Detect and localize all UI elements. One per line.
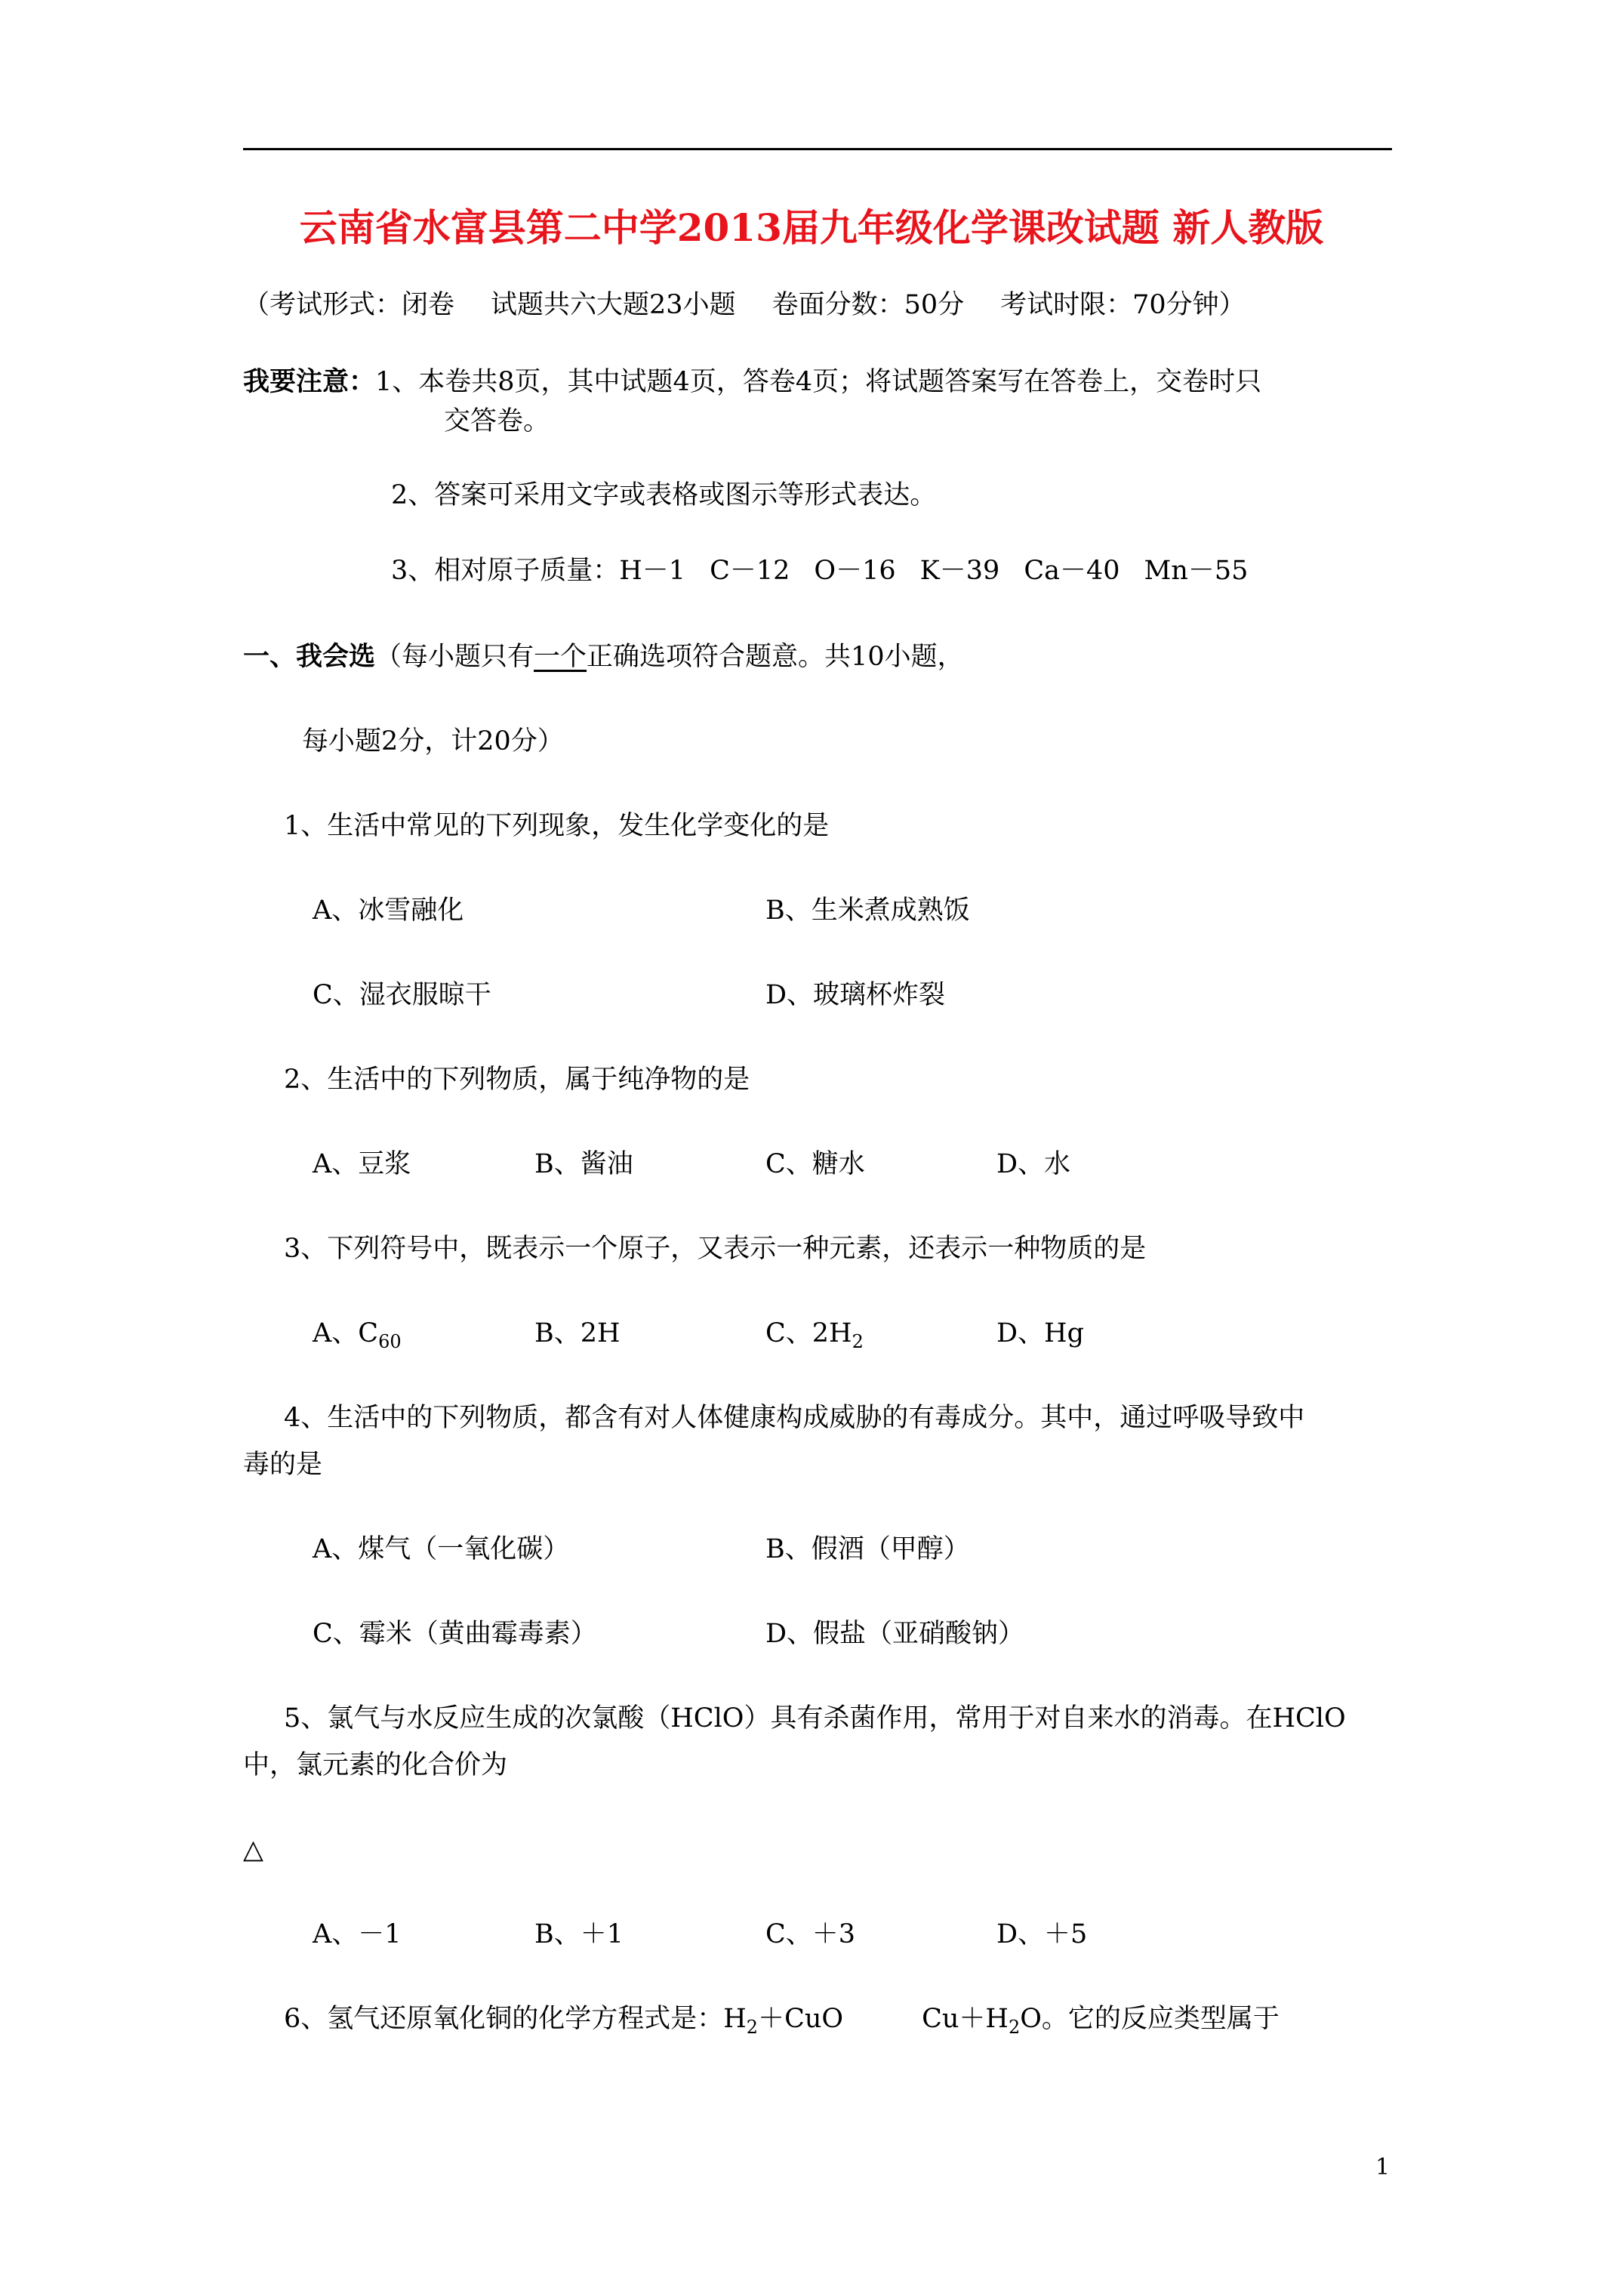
exam-info	[243, 288, 1246, 322]
q1-option-b: B、生米煮成熟饭	[765, 895, 970, 926]
notes-lead: 我要注意：	[243, 366, 376, 397]
section-1-heading-line	[243, 640, 964, 673]
q2-option-d: D、水	[996, 1149, 1071, 1179]
section-1-heading: 一、我会选	[243, 641, 376, 672]
q6-subscript-1: 2	[746, 2017, 759, 2038]
q4-stem-line1: 4、生活中的下列物质，都含有对人体健康构成威胁的有毒成分。其中，通过呼吸导致中	[284, 1403, 1305, 1433]
q3-option-c-subscript: 2	[852, 1331, 864, 1352]
q2-stem: 2、生活中的下列物质，属于纯净物的是	[284, 1065, 750, 1095]
exam-time: 考试时限：70分钟	[1000, 290, 1219, 320]
q3-option-a	[313, 1317, 402, 1350]
q3-stem: 3、下列符号中，既表示一个原子，又表示一种元素，还表示一种物质的是	[284, 1234, 1147, 1264]
q1-option-d: D、玻璃杯炸裂	[765, 980, 946, 1010]
q4-option-a: A、煤气（一氧化碳）	[313, 1534, 570, 1564]
header-rule	[243, 148, 1392, 150]
q5-option-c: C、＋3	[765, 1919, 856, 1949]
q2-option-a: A、豆浆	[313, 1149, 411, 1179]
q5-stem-line1: 5、氯气与水反应生成的次氯酸（HClO）具有杀菌作用，常用于对自来水的消毒。在HClO	[284, 1703, 1346, 1734]
q2-option-c: C、糖水	[765, 1149, 865, 1179]
triangle-symbol: △	[243, 1835, 263, 1865]
note-1: 1、本卷共8页，其中试题4页，答卷4页；将试题答案写在答卷上，交卷时只	[375, 367, 1262, 397]
section-1-intro-b: 正确选项符合题意。共10小题，	[587, 642, 964, 672]
q3-option-d: D、Hg	[996, 1318, 1084, 1348]
q3-option-c	[765, 1317, 864, 1350]
notes-line-1	[243, 365, 1261, 399]
q1-option-a: A、冰雪融化	[313, 895, 464, 926]
q6-subscript-2: 2	[1008, 2017, 1021, 2038]
mass-h: H－1	[619, 556, 686, 586]
note-1-continued: 交答卷。	[444, 406, 550, 436]
q3-option-b: B、2H	[534, 1318, 621, 1348]
q5-option-b: B、＋1	[534, 1919, 624, 1949]
mass-o: O－16	[814, 556, 896, 586]
q3-option-c-text: C、2H	[765, 1318, 852, 1348]
q1-option-c: C、湿衣服晾干	[313, 980, 491, 1010]
section-1-intro-underlined: 一个	[534, 642, 587, 672]
exam-info-close: ）	[1218, 290, 1246, 320]
mass-c: C－12	[710, 556, 790, 586]
q6-stem-d: O。它的反应类型属于	[1020, 2004, 1280, 2034]
note-3-label: 3、相对原子质量：	[391, 556, 620, 586]
section-1-intro-line2: 每小题2分，计20分）	[302, 726, 564, 757]
exam-question-count: 试题共六大题23小题	[491, 290, 736, 320]
q5-stem-line2: 中，氯元素的化合价为	[243, 1750, 508, 1780]
q2-option-b: B、酱油	[534, 1149, 633, 1179]
q5-option-a: A、－1	[313, 1919, 402, 1949]
mass-ca: Ca－40	[1024, 556, 1120, 586]
q3-option-a-subscript: 60	[378, 1331, 402, 1352]
q4-option-c: C、霉米（黄曲霉毒素）	[313, 1619, 597, 1649]
q6-stem-b: ＋CuO	[758, 2004, 844, 2034]
page-number: 1	[1375, 2154, 1390, 2180]
q6-stem-c: Cu＋H	[922, 2004, 1009, 2034]
note-2: 2、答案可采用文字或表格或图示等形式表达。	[391, 480, 937, 510]
page-title: 云南省水富县第二中学2013届九年级化学课改试题 新人教版	[299, 205, 1324, 250]
exam-score: 卷面分数：50分	[771, 290, 965, 320]
q3-option-a-text: A、C	[313, 1318, 379, 1348]
exam-form: 考试形式：闭卷	[269, 290, 455, 320]
q6-stem	[284, 2002, 1280, 2036]
section-1-intro-a: （每小题只有	[375, 642, 534, 672]
mass-k: K－39	[919, 556, 1000, 586]
q4-stem-line2: 毒的是	[243, 1450, 323, 1480]
q1-stem: 1、生活中常见的下列现象，发生化学变化的是	[284, 811, 830, 841]
note-3	[391, 554, 1248, 587]
q4-option-b: B、假酒（甲醇）	[765, 1534, 970, 1564]
exam-info-open: （	[243, 290, 270, 320]
q5-option-d: D、＋5	[996, 1919, 1088, 1949]
mass-mn: Mn－55	[1144, 556, 1249, 586]
q4-option-d: D、假盐（亚硝酸钠）	[765, 1619, 1025, 1649]
q6-stem-a: 6、氢气还原氧化铜的化学方程式是：H	[284, 2004, 747, 2034]
